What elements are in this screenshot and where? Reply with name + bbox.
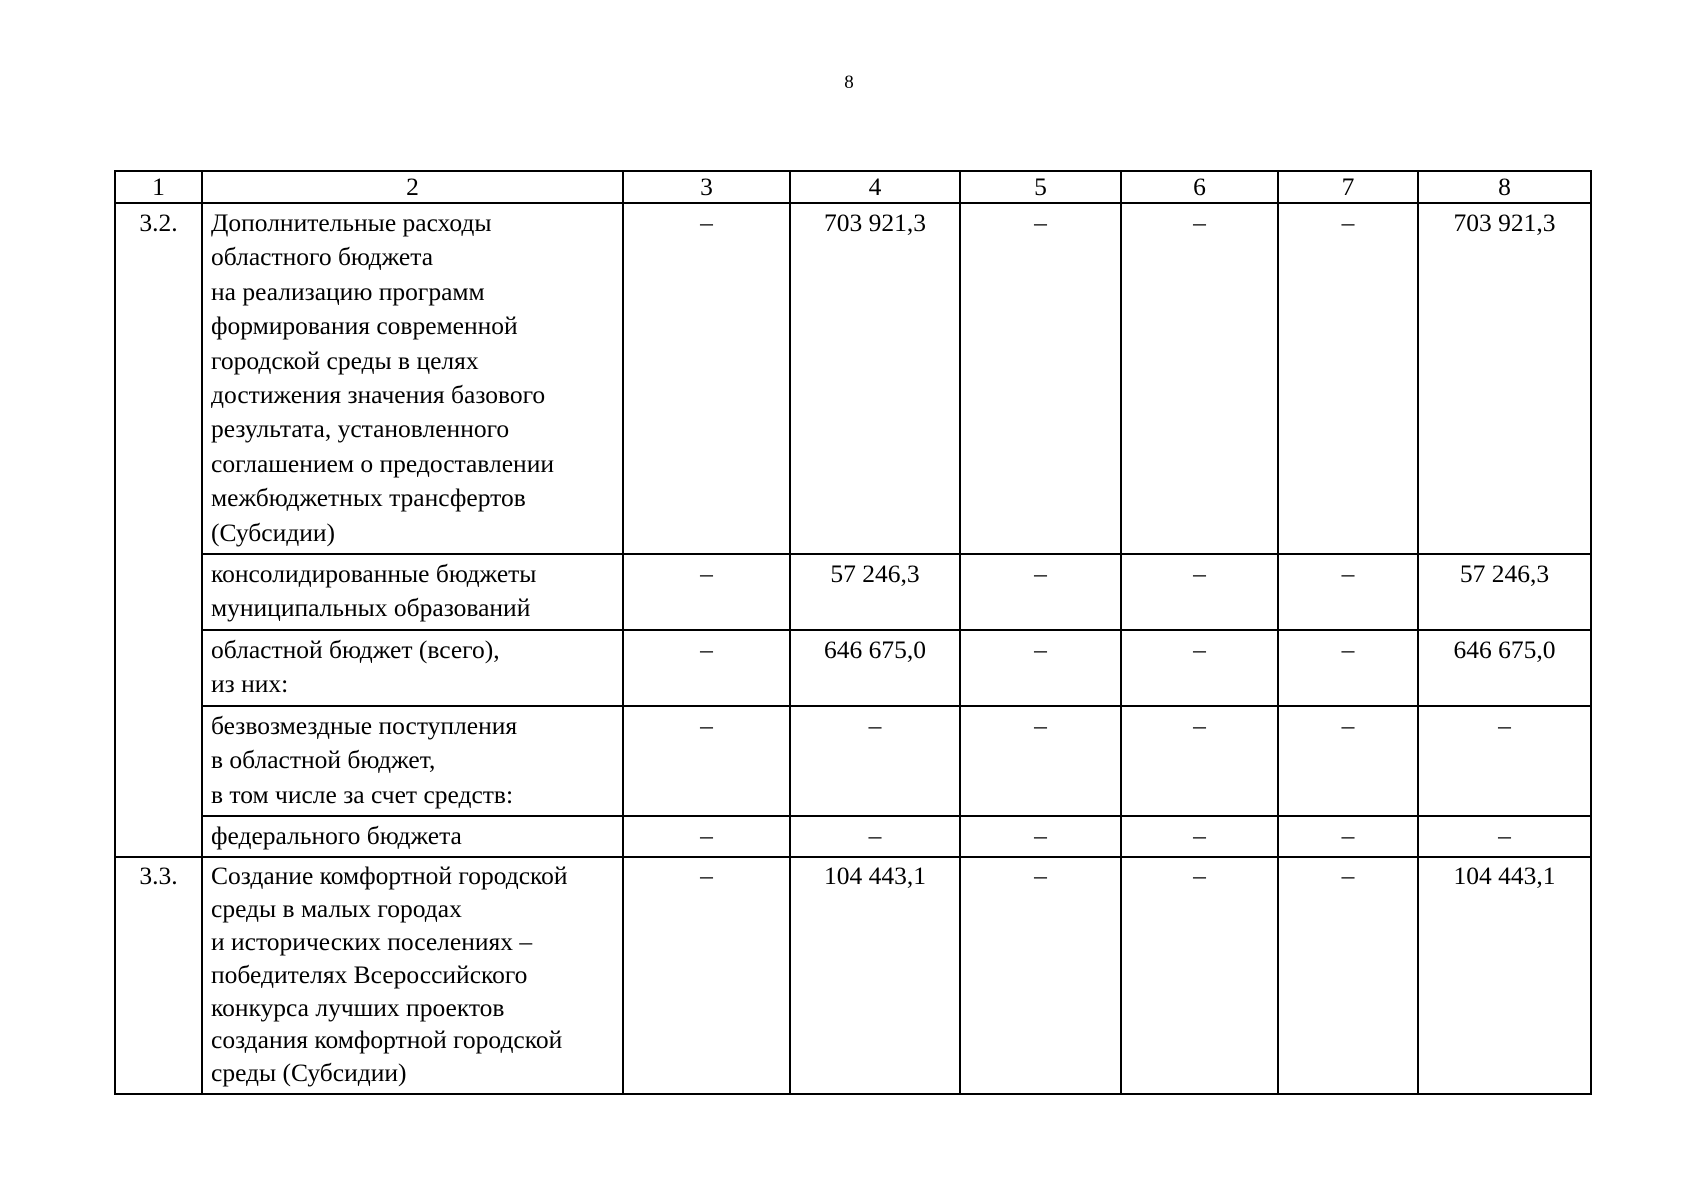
row-name-line: среды (Субсидии) (211, 1058, 407, 1088)
row-name-line: муниципальных образований (211, 593, 531, 623)
table-row (115, 816, 1591, 857)
table-row (115, 203, 1591, 554)
row-name-line: межбюджетных трансфертов (211, 483, 526, 513)
cell-col-7: – (1278, 554, 1418, 630)
row-name-line: Дополнительные расходы (211, 208, 492, 237)
row-name-line: областной бюджет (всего), (211, 634, 500, 664)
cell-col-5: – (960, 630, 1121, 706)
row-name (202, 706, 623, 816)
cell-col-6: – (1121, 857, 1278, 1094)
row-name-line: консолидированные бюджеты (211, 559, 537, 589)
header-col-8: 8 (1418, 171, 1591, 203)
table-row (115, 857, 1591, 1094)
cell-col-3: – (623, 630, 790, 706)
row-name-line: формирования современной (211, 311, 518, 341)
cell-col-6: – (1121, 816, 1278, 857)
header-col-3: 3 (623, 171, 790, 203)
row-name-line: победителях Всероссийского (211, 959, 528, 989)
row-name-line: городской среды в целях (211, 345, 479, 375)
row-name-line: результата, установленного (211, 414, 510, 444)
cell-col-8: 646 675,0 (1418, 630, 1591, 706)
row-name-line: достижения значения базового (211, 380, 546, 410)
row-name-line: создания комфортной городской (211, 1025, 563, 1055)
cell-col-4: 646 675,0 (790, 630, 960, 706)
cell-col-3: – (623, 203, 790, 554)
row-name (202, 630, 623, 706)
header-col-5: 5 (960, 171, 1121, 203)
cell-col-6: – (1121, 630, 1278, 706)
cell-col-4: – (790, 706, 960, 816)
table-row (115, 554, 1591, 630)
row-name (202, 203, 623, 554)
cell-col-7: – (1278, 706, 1418, 816)
cell-col-7: – (1278, 203, 1418, 554)
table-row (115, 706, 1591, 816)
row-number: 3.3. (115, 857, 202, 1094)
row-name-line: Создание комфортной городской (211, 861, 568, 891)
cell-col-5: – (960, 203, 1121, 554)
header-col-1: 1 (115, 171, 202, 203)
cell-col-5: – (960, 706, 1121, 816)
table-header-row (115, 171, 1591, 203)
cell-col-7: – (1278, 857, 1418, 1094)
table-row (115, 630, 1591, 706)
page-number: 8 (844, 72, 854, 93)
row-name-line: соглашением о предоставлении (211, 448, 554, 478)
row-name-line: и исторических поселениях – (211, 926, 533, 956)
row-name-line: на реализацию программ (211, 276, 485, 306)
cell-col-4: 703 921,3 (790, 203, 960, 554)
cell-col-4: – (790, 816, 960, 857)
cell-col-8: 57 246,3 (1418, 554, 1591, 630)
cell-col-6: – (1121, 706, 1278, 816)
row-name-line: конкурса лучших проектов (211, 992, 505, 1022)
row-name (202, 857, 623, 1094)
cell-col-6: – (1121, 554, 1278, 630)
header-col-7: 7 (1278, 171, 1418, 203)
cell-col-7: – (1278, 816, 1418, 857)
cell-col-8: 104 443,1 (1418, 857, 1591, 1094)
header-col-4: 4 (790, 171, 960, 203)
cell-col-8: – (1418, 816, 1591, 857)
cell-col-5: – (960, 554, 1121, 630)
budget-table (114, 170, 1592, 1095)
row-number: 3.2. (115, 203, 202, 857)
cell-col-6: – (1121, 203, 1278, 554)
cell-col-5: – (960, 857, 1121, 1094)
row-name-line: федерального бюджета (211, 820, 462, 850)
row-name-line: среды в малых городах (211, 894, 462, 924)
cell-col-8: 703 921,3 (1418, 203, 1591, 554)
row-name-line: в областной бюджет, (211, 745, 436, 775)
row-name-line: безвозмездные поступления (211, 710, 518, 740)
row-name (202, 816, 623, 857)
cell-col-4: 104 443,1 (790, 857, 960, 1094)
row-name-line: в том числе за счет средств: (211, 779, 514, 809)
row-name-line: (Субсидии) (211, 517, 335, 547)
cell-col-7: – (1278, 630, 1418, 706)
header-col-6: 6 (1121, 171, 1278, 203)
row-name (202, 554, 623, 630)
cell-col-8: – (1418, 706, 1591, 816)
cell-col-3: – (623, 857, 790, 1094)
header-col-2: 2 (202, 171, 623, 203)
cell-col-5: – (960, 816, 1121, 857)
cell-col-3: – (623, 706, 790, 816)
row-name-line: областного бюджета (211, 242, 434, 272)
cell-col-3: – (623, 816, 790, 857)
row-name-line: из них: (211, 669, 289, 699)
cell-col-4: 57 246,3 (790, 554, 960, 630)
cell-col-3: – (623, 554, 790, 630)
